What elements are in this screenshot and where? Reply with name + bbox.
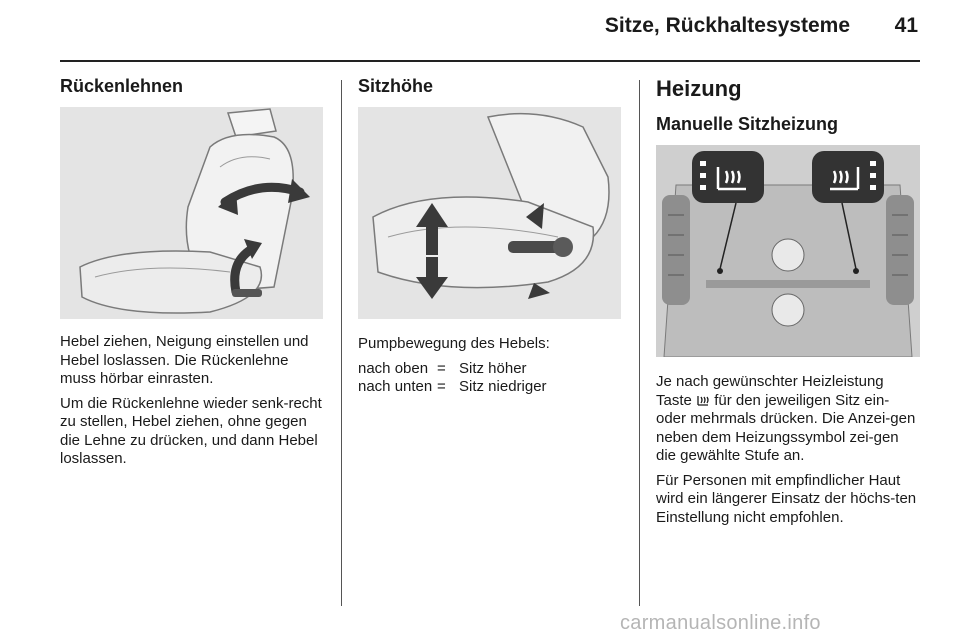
paragraph-rueckenlehne-2: Um die Rückenlehne wieder senk-recht zu stellen, Hebel ziehen, ohne gegen die Lehne zu drücken, und dann Hebel loslassen. [60,394,322,467]
paragraph-rueckenlehne-1: Hebel ziehen, Neigung einstellen und Hebel loslassen. Die Rückenlehne muss hörbar einrasten. [60,333,309,387]
height-row-up [358,360,624,379]
height-row-up-eq: = [437,359,446,377]
subheading-manuelle-sitzheizung: Manuelle Sitzheizung [656,114,839,134]
column-middle [358,76,624,397]
page-header-title: Sitze, Rückhaltesysteme [604,14,850,37]
header-rule [60,60,920,62]
height-row-down-value: Sitz niedriger [459,378,547,395]
height-row-down-eq: = [437,378,446,395]
height-row-up-value: Sitz höher [459,359,527,377]
column-right [656,76,921,527]
column-left [60,76,326,469]
height-row-up-key: nach oben [358,359,429,377]
paragraph-heizleistung [656,373,921,466]
paragraph-heizleistung-start: Je nach gewünschter Heizleistung Taste [656,373,884,409]
height-row-down-key: nach unten [358,378,433,395]
height-row-down [358,378,624,397]
paragraph-empfindliche-haut: Für Personen mit empfindlicher Haut wird ein längerer Einsatz der höchs-ten Einstellung nicht empfohlen. [656,471,917,526]
section-heading-rueckenlehnen: Rückenlehnen [60,76,184,96]
paragraph-pumpbewegung: Pumpbewegung des Hebels: [358,335,550,352]
column-divider-1 [341,80,342,606]
watermark: carmanualsonline.info [620,612,821,634]
column-divider-2 [639,80,640,606]
seat-heating-console-illustration [656,145,920,357]
seat-backrest-illustration [60,107,323,319]
section-heading-heizung: Heizung [656,76,742,101]
page-number: 41 [894,14,918,37]
paragraph-heizleistung-end: für den jeweiligen Sitz ein- oder mehrmals drücken. Die Anzei-gen neben dem Heizungssymbol zei-gen die gewählte Stufe an. [656,391,916,464]
seat-height-illustration [358,107,621,319]
seat-heating-icon [696,393,710,407]
section-heading-sitzhoehe: Sitzhöhe [358,76,433,96]
